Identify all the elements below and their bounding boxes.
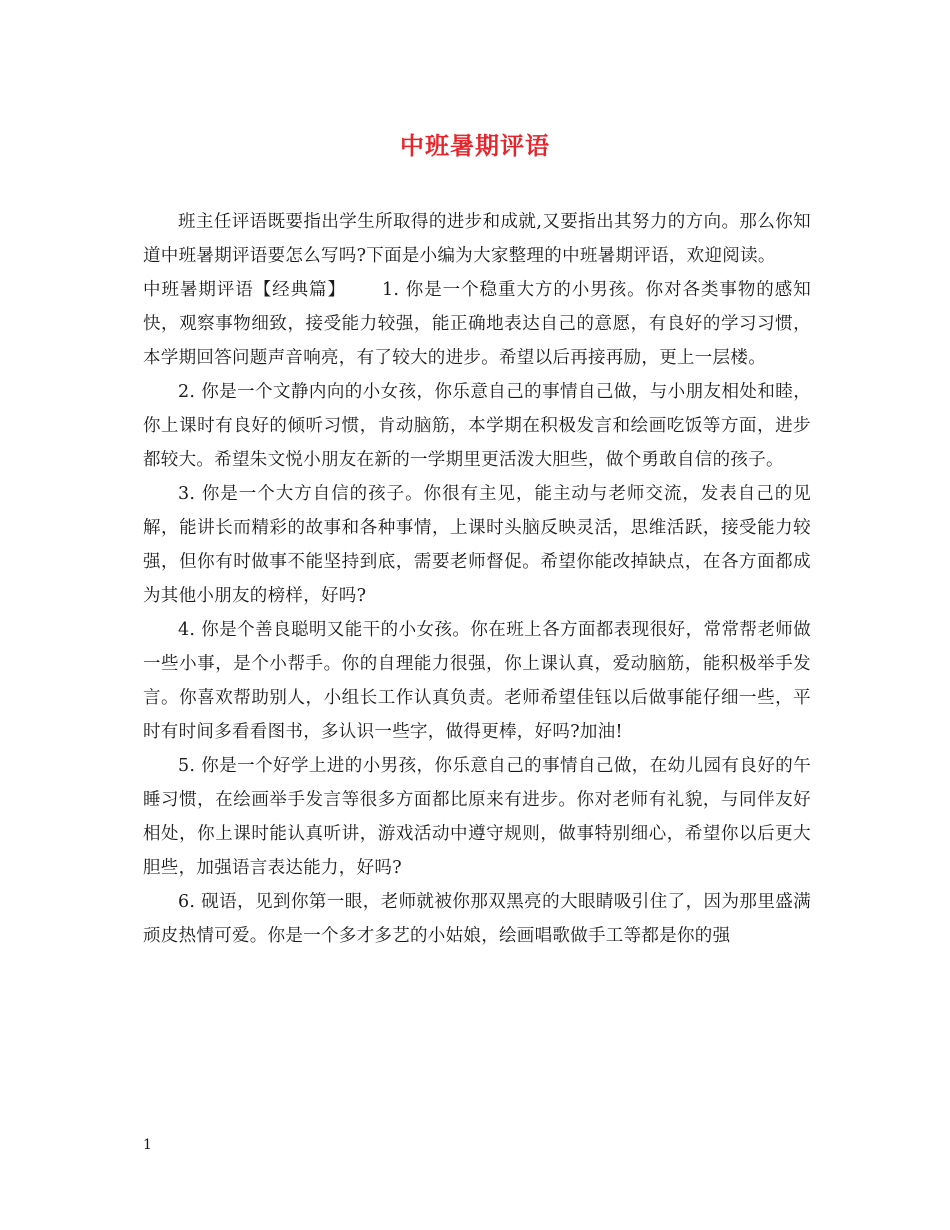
paragraph-5: 5. 你是一个好学上进的小男孩，你乐意自己的事情自己做，在幼儿园有良好的午睡习惯，在绘画举手发言等很多方面都比原来有进步。你对老师有礼貌，与同伴友好相处，你上课时能认真听讲，游戏活动中遵守规则，做事特别细心，希望你以后更大胆些，加强语言表达能力，好吗?	[143, 756, 811, 878]
paragraph-1-text: 1. 你是一个稳重大方的小男孩。你对各类事物的感知快，观察事物细致，接受能力较强，能正确地表达自己的意愿，有良好的学习习惯，本学期回答问题声音响亮，有了较大的进步。希望以后再接再励，更上一层楼。	[143, 280, 811, 368]
document-body	[143, 205, 811, 953]
document-title: 中班暑期评语	[400, 131, 550, 160]
page-number: 1	[143, 1137, 152, 1153]
paragraph-6: 6. 砚语，见到你第一眼，老师就被你那双黑亮的大眼睛吸引住了，因为那里盛满顽皮热情可爱。你是一个多才多艺的小姑娘，绘画唱歌做手工等都是你的强	[143, 892, 811, 946]
paragraph-4: 4. 你是个善良聪明又能干的小女孩。你在班上各方面都表现很好，常常帮老师做一些小事，是个小帮手。你的自理能力很强，你上课认真，爱动脑筋，能积极举手发言。你喜欢帮助别人，小组长工作认真负责。老师希望佳钰以后做事能仔细一些，平时有时间多看看图书，多认识一些字，做得更棒，好吗?加油!	[143, 620, 811, 742]
paragraph-2: 2. 你是一个文静内向的小女孩，你乐意自己的事情自己做，与小朋友相处和睦，你上课时有良好的倾听习惯，肯动脑筋，本学期在积极发言和绘画吃饭等方面，进步都较大。希望朱文悦小朋友在新的一学期里更活泼大胆些，做个勇敢自信的孩子。	[143, 382, 811, 470]
paragraph-3: 3. 你是一个大方自信的孩子。你很有主见，能主动与老师交流，发表自己的见解，能讲长而精彩的故事和各种事情，上课时头脑反映灵活，思维活跃，接受能力较强，但你有时做事不能坚持到底，需要老师督促。希望你能改掉缺点，在各方面都成为其他小朋友的榜样，好吗?	[143, 484, 811, 606]
section-paragraph-1	[143, 273, 811, 375]
intro-paragraph: 班主任评语既要指出学生所取得的进步和成就,又要指出其努力的方向。那么你知道中班暑期评语要怎么写吗?下面是小编为大家整理的中班暑期评语，欢迎阅读。	[143, 212, 811, 266]
section-heading: 中班暑期评语【经典篇】	[143, 280, 346, 300]
